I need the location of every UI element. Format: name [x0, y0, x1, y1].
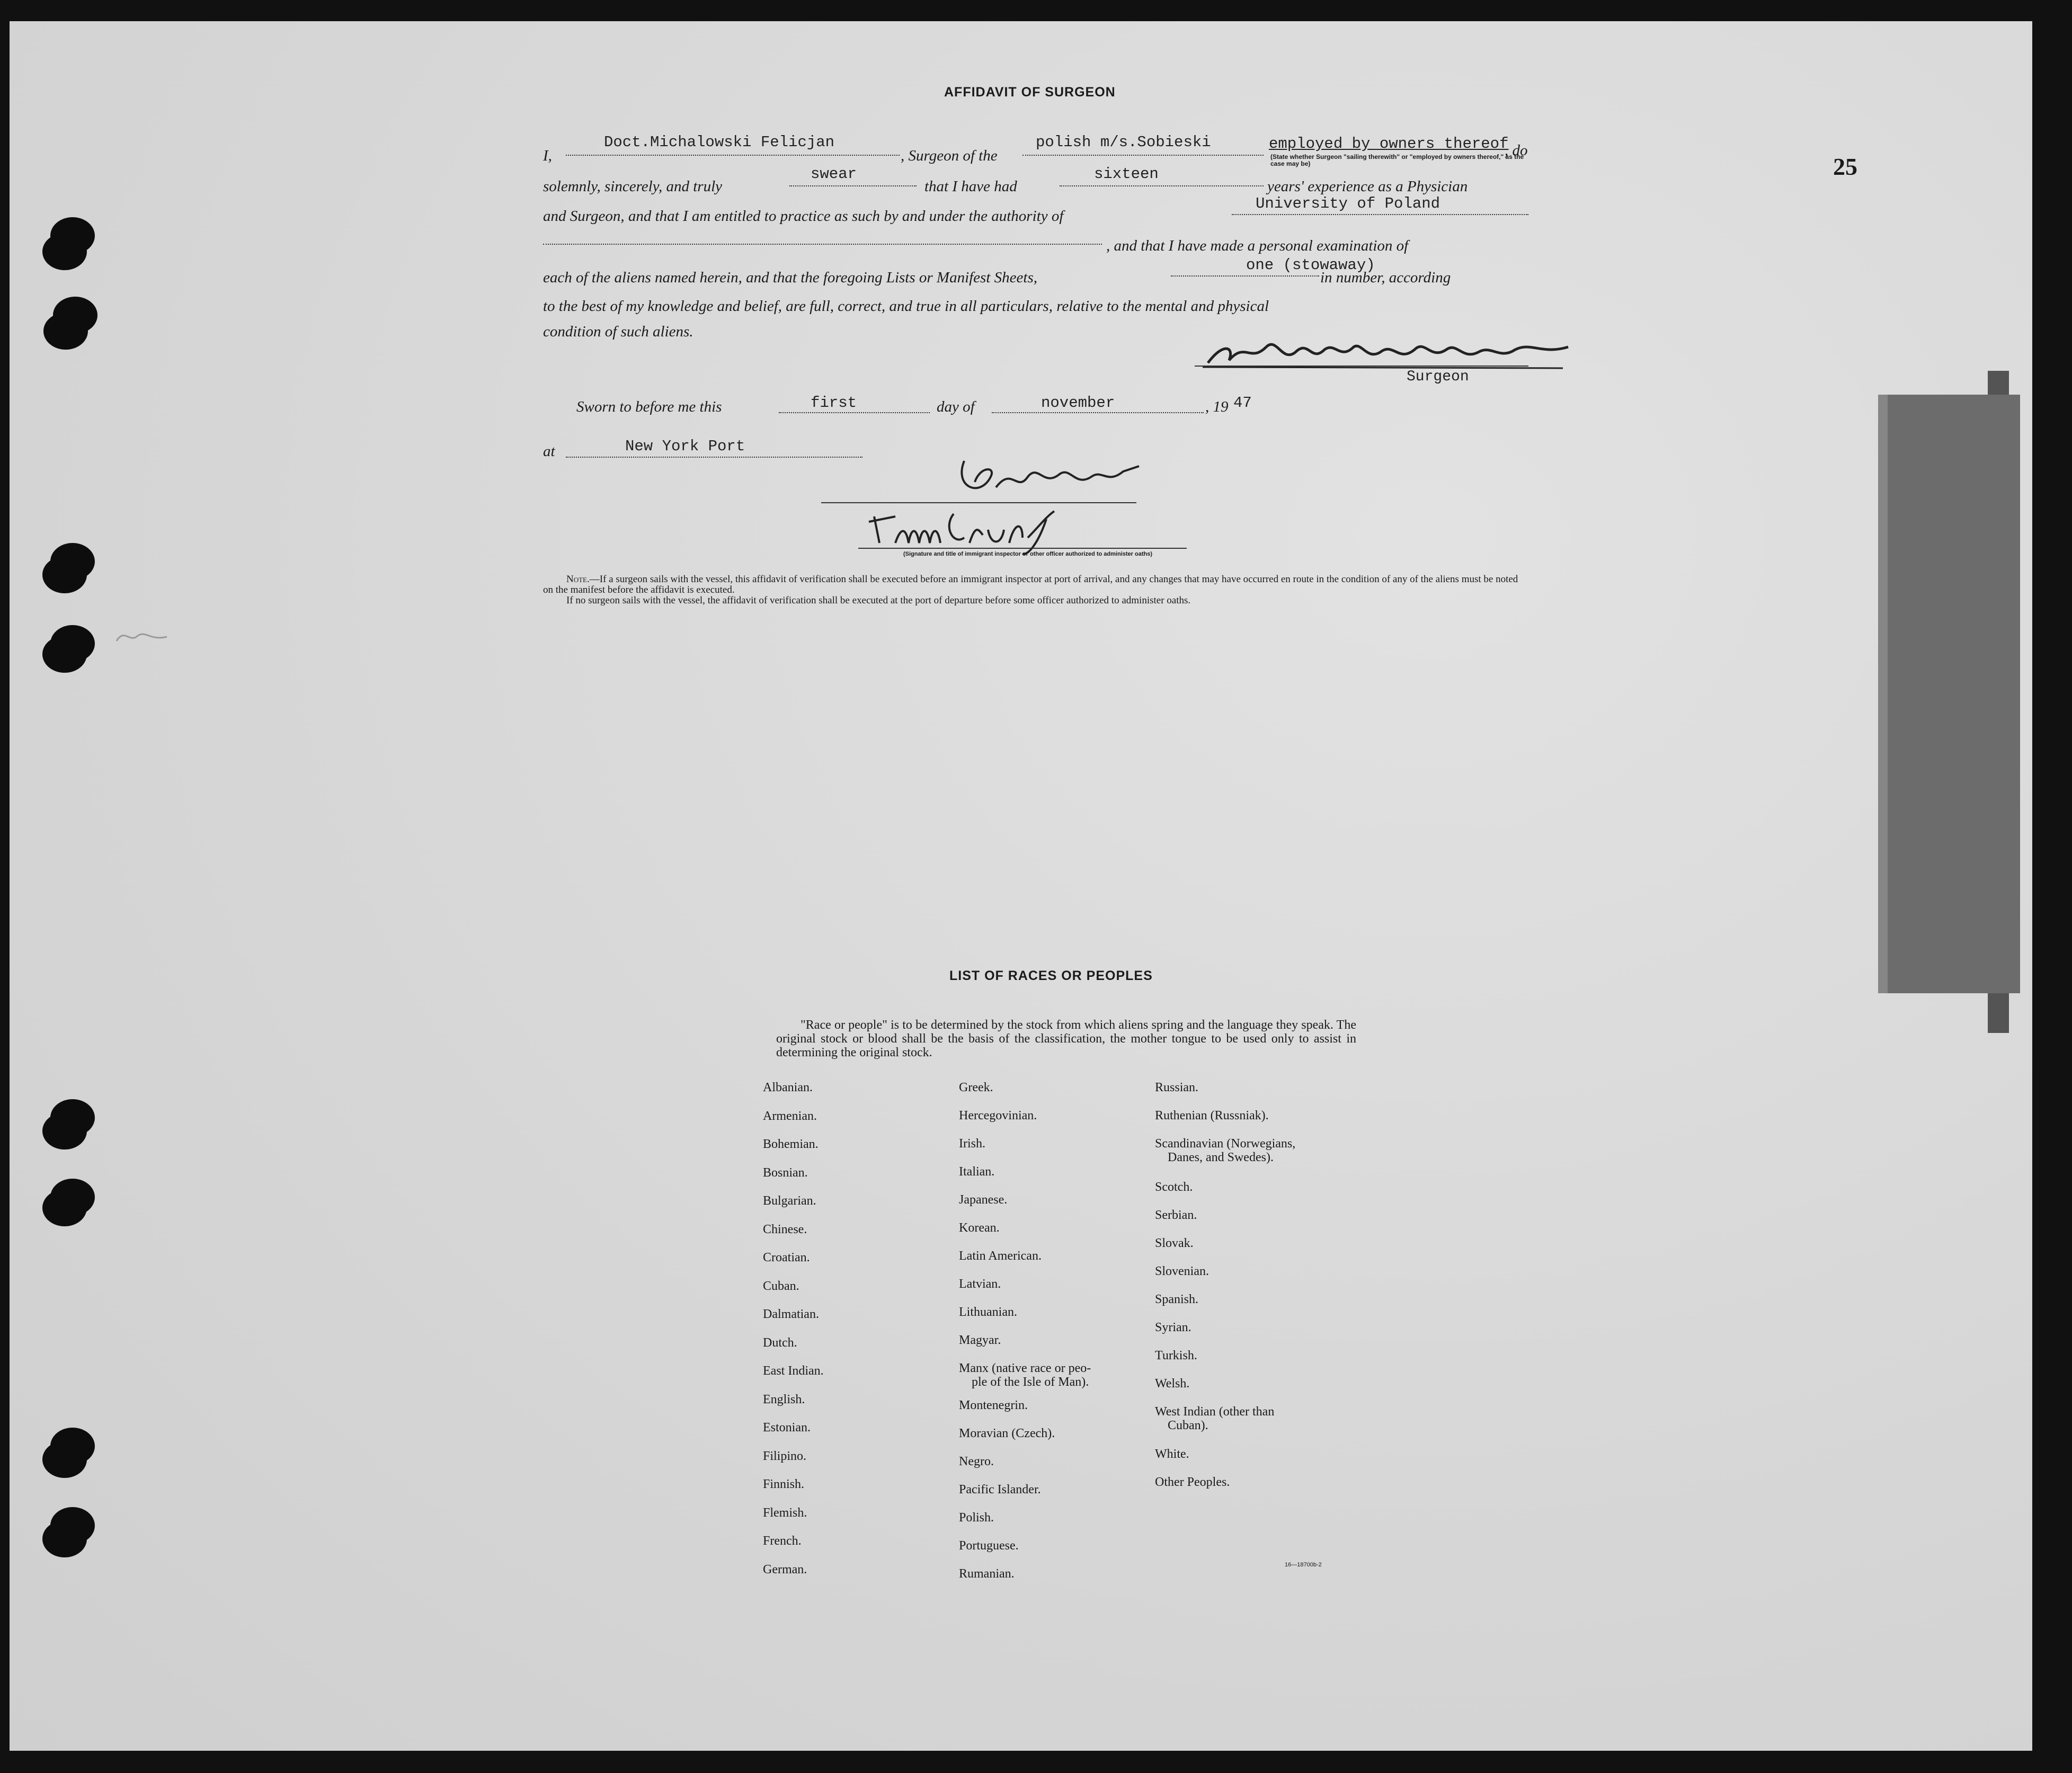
- text-at: at: [543, 443, 555, 460]
- race-item: Spanish.: [1155, 1293, 1199, 1306]
- note-line-2: If no surgeon sails with the vessel, the affidavit of verification shall be executed at the port of departure before some officer authorized to administer oaths.: [566, 595, 1191, 606]
- punch-hole: [42, 1520, 87, 1557]
- sworn-year: 47: [1233, 394, 1252, 412]
- race-item: Rumanian.: [959, 1567, 1015, 1581]
- race-item: Italian.: [959, 1165, 995, 1179]
- race-item: White.: [1155, 1447, 1189, 1461]
- race-item: Syrian.: [1155, 1321, 1191, 1334]
- surgeon-signature-line: [1195, 366, 1528, 367]
- text-and-that: , and that I have made a personal examination of: [1106, 237, 1409, 254]
- sheets-count: one (stowaway): [1246, 256, 1375, 274]
- race-item: Albanian.: [763, 1081, 813, 1094]
- affidavit-note: [543, 574, 1528, 606]
- race-item: Polish.: [959, 1511, 994, 1525]
- binding-tab: [1878, 395, 2020, 993]
- races-column-2: [959, 1081, 1091, 1595]
- surgeon-name-line: [566, 155, 900, 156]
- punch-hole: [42, 233, 87, 270]
- race-item: Irish.: [959, 1137, 985, 1151]
- race-item: Slovenian.: [1155, 1264, 1209, 1278]
- race-item: Hercegovinian.: [959, 1109, 1037, 1122]
- race-item: Russian.: [1155, 1081, 1199, 1094]
- margin-mark: [114, 625, 172, 646]
- race-item: East Indian.: [763, 1364, 824, 1378]
- race-item: German.: [763, 1562, 807, 1576]
- sworn-month-line: [992, 412, 1204, 413]
- race-item: English.: [763, 1392, 805, 1406]
- employment-status: employed by owners thereof: [1269, 135, 1509, 153]
- race-item: Armenian.: [763, 1109, 817, 1123]
- race-item: Lithuanian.: [959, 1305, 1017, 1319]
- race-item: Bulgarian.: [763, 1194, 816, 1208]
- sworn-day: first: [811, 394, 857, 412]
- text-do: , do: [1505, 142, 1528, 159]
- vessel-name: polish m/s.Sobieski: [1036, 133, 1211, 151]
- text-in-number: in number, according: [1320, 269, 1451, 286]
- race-item: Welsh.: [1155, 1377, 1190, 1391]
- sworn-day-line: [779, 412, 930, 413]
- race-item: Filipino.: [763, 1449, 807, 1463]
- inspector-signature-line: [821, 502, 1136, 503]
- race-item: Estonian.: [763, 1421, 811, 1435]
- race-item: Scotch.: [1155, 1180, 1193, 1194]
- races-title: LIST OF RACES OR PEOPLES: [949, 968, 1153, 983]
- races-column-3: [1155, 1081, 1295, 1503]
- sworn-place-line: [566, 457, 862, 458]
- employment-note: (State whether Surgeon "sailing therewith" or "employed by owners thereof," as the case may be): [1270, 153, 1524, 167]
- race-item: Latvian.: [959, 1277, 1001, 1291]
- race-item: Montenegrin.: [959, 1398, 1028, 1412]
- race-item: Croatian.: [763, 1251, 810, 1264]
- punch-hole: [42, 636, 87, 673]
- race-item: Portuguese.: [959, 1539, 1019, 1553]
- authority: University of Poland: [1256, 195, 1440, 212]
- race-item: Chinese.: [763, 1222, 807, 1236]
- race-item: Dutch.: [763, 1335, 797, 1350]
- text-year-prefix: , 19: [1205, 398, 1229, 415]
- race-item: Turkish.: [1155, 1349, 1197, 1362]
- inspector-caption: (Signature and title of immigrant inspector or other officer authorized to administer oaths): [903, 551, 1152, 557]
- races-column-1: [763, 1081, 824, 1591]
- note-line-1: —If a surgeon sails with the vessel, this affidavit of verification shall be executed before an immigrant inspector at port of arrival, and any changes that may have occurred en route in the condition of any of the aliens must be noted on the manifest before the affidavit is executed.: [543, 574, 1518, 595]
- surgeon-signature: [1203, 331, 1584, 373]
- inspector-signature: [948, 456, 1150, 503]
- sheets-line: [1171, 275, 1319, 277]
- text-and-surgeon: and Surgeon, and that I am entitled to practice as such by and under the authority of: [543, 208, 1064, 225]
- race-item: Pacific Islander.: [959, 1483, 1041, 1496]
- text-i: I,: [543, 147, 552, 164]
- text-years-exp: years' experience as a Physician: [1267, 178, 1468, 195]
- race-item: Japanese.: [959, 1193, 1008, 1207]
- years-count: sixteen: [1094, 165, 1159, 183]
- text-that-had: that I have had: [924, 178, 1017, 195]
- sworn-place: New York Port: [625, 438, 745, 455]
- text-day-of: day of: [937, 398, 975, 415]
- text-surgeon-of: , Surgeon of the: [901, 147, 998, 164]
- race-item: Bohemian.: [763, 1137, 819, 1151]
- affidavit-title: AFFIDAVIT OF SURGEON: [944, 85, 1116, 100]
- race-item: Moravian (Czech).: [959, 1427, 1055, 1440]
- vessel-line: [1022, 155, 1264, 156]
- form-code: 16—18700b-2: [1285, 1562, 1322, 1568]
- note-label: Note.: [566, 574, 590, 585]
- text-condition: condition of such aliens.: [543, 323, 693, 340]
- punch-hole: [43, 313, 88, 350]
- oath-word: swear: [811, 165, 857, 183]
- text-each-aliens: each of the aliens named herein, and that the foregoing Lists or Manifest Sheets,: [543, 269, 1037, 286]
- race-item: Magyar.: [959, 1333, 1001, 1347]
- oath-line: [789, 185, 917, 186]
- race-item: Scandinavian (Norwegians, Danes, and Swedes).: [1155, 1137, 1296, 1164]
- surgeon-label: Surgeon: [1407, 369, 1469, 385]
- race-item: Finnish.: [763, 1477, 805, 1491]
- authority-line: [1232, 214, 1528, 215]
- races-intro: "Race or people" is to be determined by the stock from which aliens spring and the language they speak. The original stock or blood shall be the basis of the classification, the mother tongue to be used only to assist in determining the original stock.: [776, 1018, 1356, 1059]
- page-number: 25: [1833, 153, 1857, 180]
- race-item: Cuban.: [763, 1279, 799, 1293]
- race-item: Dalmatian.: [763, 1307, 819, 1321]
- punch-hole: [42, 1441, 87, 1478]
- inspector-title-line: [858, 548, 1187, 549]
- text-solemnly: solemnly, sincerely, and truly: [543, 178, 723, 195]
- punch-hole: [42, 1112, 87, 1150]
- race-item: Negro.: [959, 1455, 994, 1468]
- race-item: Flemish.: [763, 1505, 807, 1520]
- punch-hole: [42, 1189, 87, 1226]
- authority-continuation-line: [543, 244, 1102, 245]
- race-item: French.: [763, 1534, 802, 1548]
- race-item: Slovak.: [1155, 1236, 1194, 1250]
- race-item: Greek.: [959, 1081, 993, 1094]
- punch-hole: [42, 556, 87, 593]
- surgeon-name: Doct.Michalowski Felicjan: [604, 133, 835, 151]
- race-item: West Indian (other than Cuban).: [1155, 1405, 1275, 1432]
- race-item: Manx (native race or peo- ple of the Isle of Man).: [959, 1361, 1091, 1389]
- race-item: Bosnian.: [763, 1165, 808, 1180]
- text-best-knowledge: to the best of my knowledge and belief, are full, correct, and true in all particulars, relative to the mental and physical: [543, 298, 1269, 315]
- sworn-month: november: [1041, 394, 1115, 412]
- race-item: Ruthenian (Russniak).: [1155, 1109, 1269, 1122]
- text-sworn: Sworn to before me this: [576, 398, 722, 415]
- years-line: [1060, 185, 1264, 186]
- race-item: Latin American.: [959, 1249, 1042, 1263]
- race-item: Korean.: [959, 1221, 1000, 1235]
- race-item: Other Peoples.: [1155, 1475, 1230, 1489]
- race-item: Serbian.: [1155, 1208, 1197, 1222]
